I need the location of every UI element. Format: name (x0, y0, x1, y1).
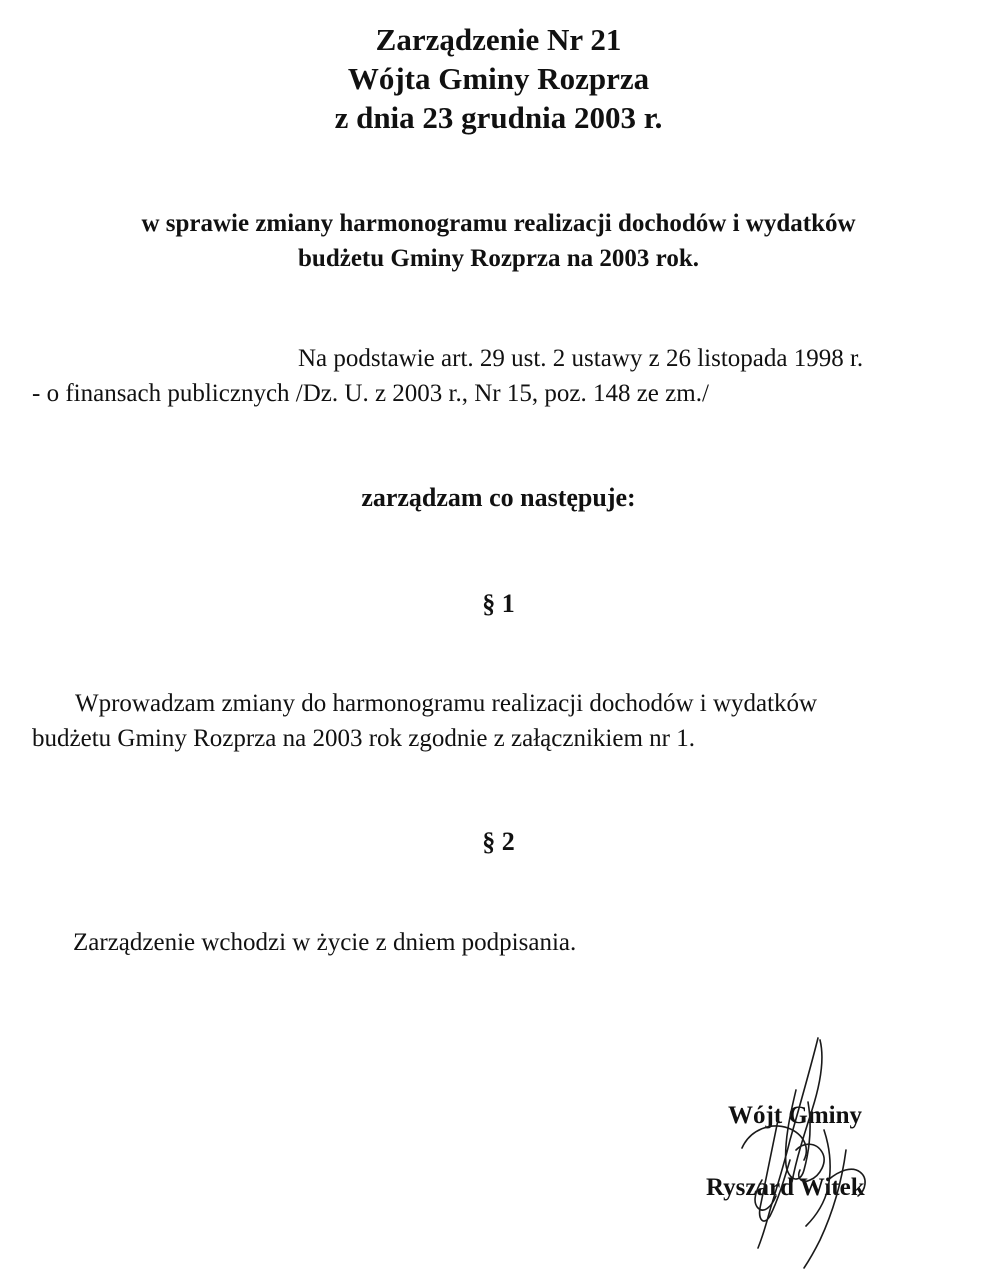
subject-line-2: budżetu Gminy Rozprza na 2003 rok. (298, 245, 699, 272)
signatory-name: Ryszard Witek (706, 1174, 865, 1201)
legal-basis-line-2: - o finansach publicznych /Dz. U. z 2003 r., Nr 15, poz. 148 ze zm./ (32, 380, 709, 407)
signatory-role: Wójt Gminy (728, 1102, 863, 1129)
section-1-text-line-2: budżetu Gminy Rozprza na 2003 rok zgodnie z załącznikiem nr 1. (32, 725, 695, 752)
title-line-issuer: Wójta Gminy Rozprza (347, 61, 650, 96)
legal-basis-line-1: Na podstawie art. 29 ust. 2 ustawy z 26 listopada 1998 r. (298, 345, 864, 372)
section-2-mark: § 2 (482, 827, 515, 856)
decree-heading: zarządzam co następuje: (361, 483, 636, 512)
title-line-date: z dnia 23 grudnia 2003 r. (334, 100, 663, 135)
section-1-text-line-1: Wprowadzam zmiany do harmonogramu realizacji dochodów i wydatków (75, 690, 818, 717)
document-subject (30, 206, 967, 276)
section-2-text-line-1: Zarządzenie wchodzi w życie z dniem podpisania. (73, 929, 577, 956)
handwritten-signature (700, 1030, 900, 1270)
document-title (0, 20, 997, 137)
section-1-mark: § 1 (482, 589, 515, 618)
subject-line-1: w sprawie zmiany harmonogramu realizacji dochodów i wydatków (141, 210, 856, 237)
title-line-number: Zarządzenie Nr 21 (375, 22, 622, 57)
